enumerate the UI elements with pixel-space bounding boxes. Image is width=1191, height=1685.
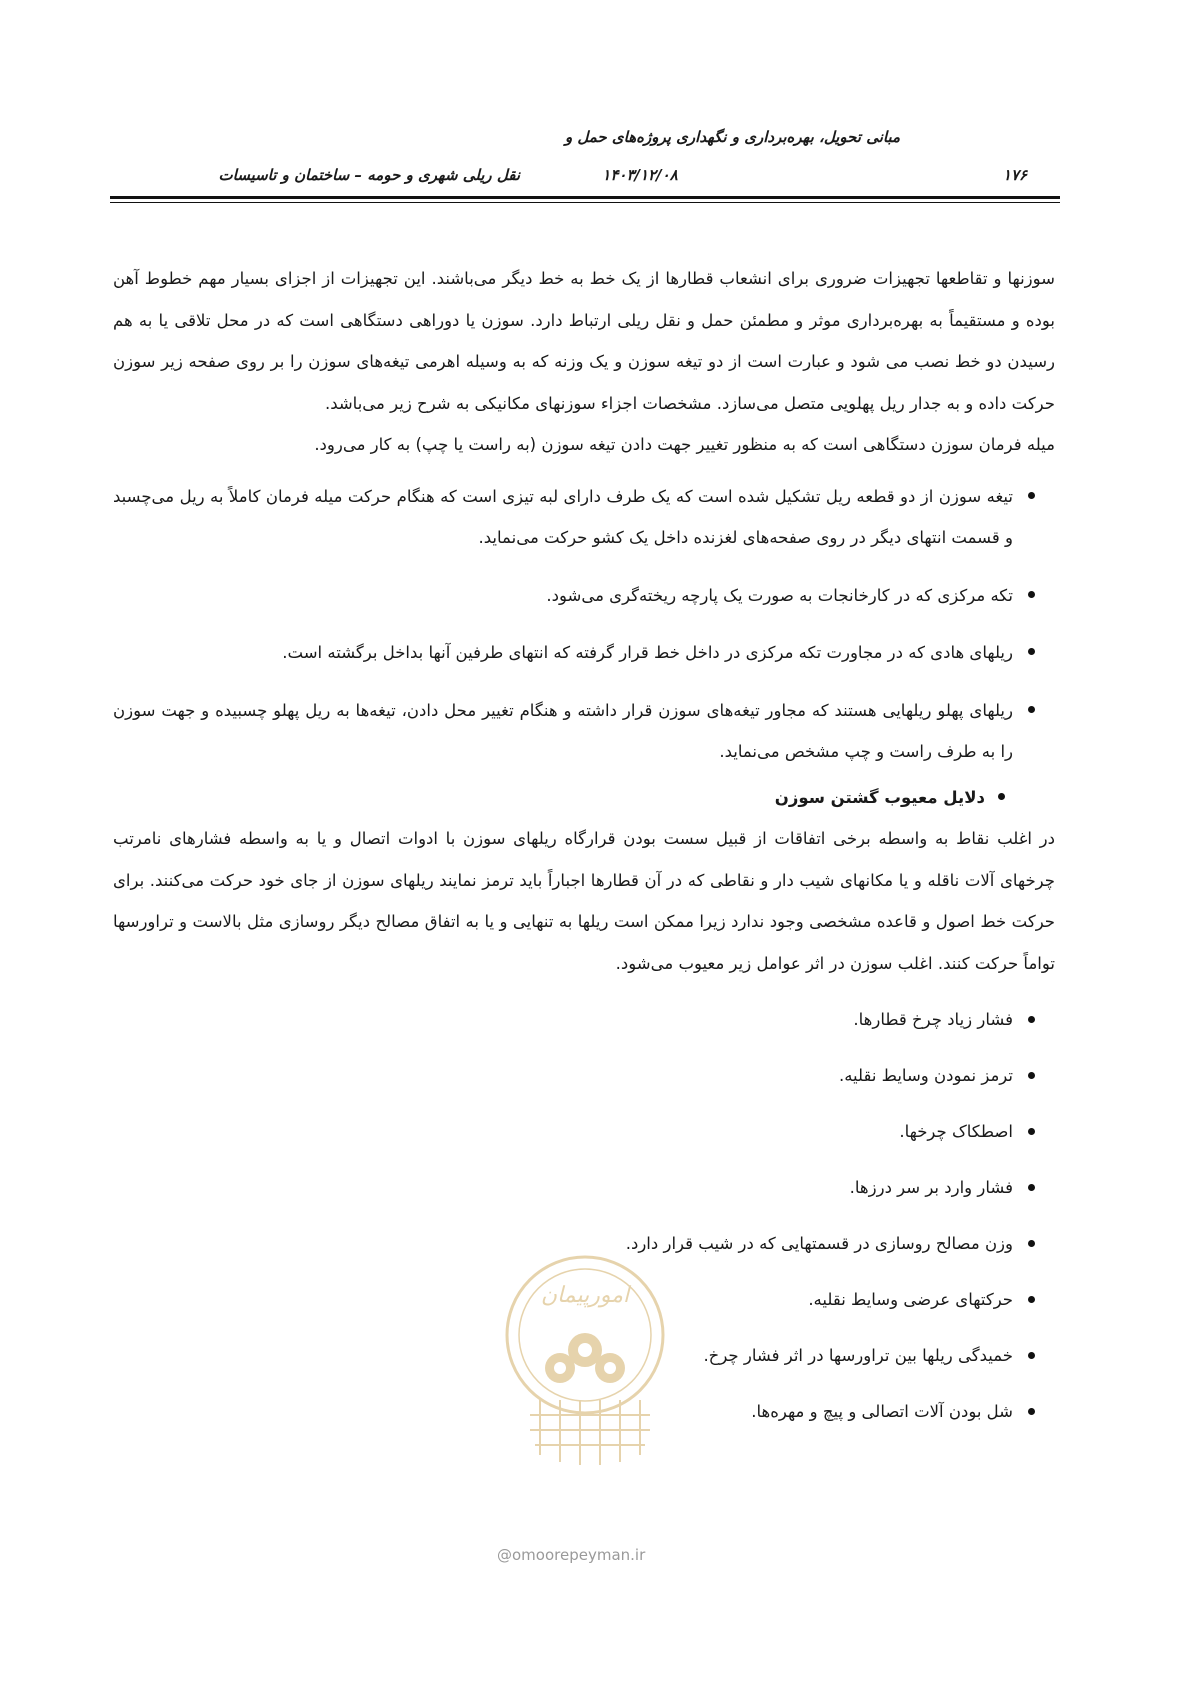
components-list (113, 476, 1055, 773)
list-item: ریلهای هادی که در مجاورت تکه مرکزی در داخل خط قرار گرفته که انتهای طرفین آنها بداخل برگشته است. (113, 632, 1055, 674)
bullet-icon (1028, 1240, 1035, 1247)
list-item: تیغه سوزن از دو قطعه ریل تشکیل شده است که یک طرف دارای لبه تیزی است که هنگام حرکت میله فرمان کاملاً به ریل می‌چسبد و قسمت انتهای دیگر در روی صفحه‌های لغزنده داخل یک کشو حرکت می‌نماید. (113, 476, 1055, 559)
bullet-icon (1028, 1072, 1035, 1079)
list-item: تکه مرکزی که در کارخانجات به صورت یک پارچه ریخته‌گری می‌شود. (113, 575, 1055, 617)
watermark-url: @omoorepeyman.ir (497, 1546, 646, 1564)
bullet-icon (1028, 1296, 1035, 1303)
section-heading: دلایل معیوب گشتن سوزن (113, 777, 1055, 819)
list-item: فشار زیاد چرخ قطارها. (113, 1000, 1055, 1040)
list-item: فشار وارد بر سر درزها. (113, 1168, 1055, 1208)
bullet-icon (1028, 492, 1035, 499)
header-title-line1: مبانی تحویل، بهره‌برداری و نگهداری پروژه‌های حمل و (564, 128, 900, 146)
list-item: ترمز نمودن وسایط نقلیه. (113, 1056, 1055, 1096)
list-item: شل بودن آلات اتصالی و پیچ و مهره‌ها. (113, 1392, 1055, 1432)
page-number: ۱۷۶ (1002, 166, 1028, 184)
bullet-icon (1028, 1016, 1035, 1023)
header-rule-thick (110, 196, 1060, 199)
intro-paragraph: سوزنها و تقاطعها تجهیزات ضروری برای انشعاب قطارها از یک خط به خط دیگر می‌باشند. این تجهیزات از اجزای بسیار مهم خطوط آهن بوده و مستقیماً به بهره‌برداری موثر و مطمئن حمل و نقل ریلی ارتباط دارد. سوزن یا دوراهی دستگاهی است که در محل تلاقی یا به هم رسیدن دو خط نصب می شود و عبارت است از دو تیغه سوزن و یک وزنه که به وسیله اهرمی تیغه‌های سوزن را بر روی صفحه زیر سوزن حرکت داده و به جدار ریل پهلویی متصل می‌سازد. مشخصات اجزاء سوزنهای مکانیکی به شرح زیر می‌باشد. (113, 269, 1055, 413)
bullet-icon (1028, 706, 1035, 713)
bullet-icon (998, 793, 1005, 800)
bullet-icon (1028, 1352, 1035, 1359)
list-item: اصطکاک چرخها. (113, 1112, 1055, 1152)
watermark-logo (500, 1250, 670, 1470)
lever-paragraph: میله فرمان سوزن دستگاهی است که به منظور تغییر جهت دادن تیغه سوزن (به راست یا چپ) به کار می‌رود. (314, 435, 1055, 454)
list-item: حرکتهای عرضی وسایط نقلیه. (113, 1280, 1055, 1320)
header-title-line2: نقل ریلی شهری و حومه – ساختمان و تاسیسات (218, 166, 520, 184)
list-item: ریلهای پهلو ریلهایی هستند که مجاور تیغه‌های سوزن قرار داشته و هنگام تغییر محل دادن، تیغه‌ها به ریل پهلو چسبیده و جهت سوزن را به طرف راست و چپ مشخص می‌نماید. (113, 690, 1055, 773)
bullet-icon (1028, 1128, 1035, 1135)
header-rule-thin (110, 202, 1060, 203)
causes-paragraph: در اغلب نقاط به واسطه برخی اتفاقات از قبیل سست بودن قرارگاه ریلهای سوزن با ادوات اتصال و یا به واسطه فشارهای نامرتب چرخهای آلات ناقله و یا مکانهای شیب دار و نقاطی که در آن قطارها اجباراً باید ترمز نمایند ریلهای سوزن از جای خود حرکت می‌کنند. برای حرکت خط اصول و قاعده مشخصی وجود ندارد زیرا ممکن است ریلها به تنهایی و یا به اتفاق مصالح دیگر روسازی مثل بالاست و تراورسها تواماً حرکت کنند. اغلب سوزن در اثر عوامل زیر معیوب می‌شود. (113, 829, 1055, 973)
bullet-icon (1028, 648, 1035, 655)
watermark-logo-text: امورپیمان (540, 1283, 630, 1308)
list-item: وزن مصالح روسازی در قسمتهایی که در شیب قرار دارد. (113, 1224, 1055, 1264)
bullet-icon (1028, 591, 1035, 598)
header-date: ۱۴۰۳/۱۲/۰۸ (602, 166, 678, 184)
bullet-icon (1028, 1184, 1035, 1191)
list-item: خمیدگی ریلها بین تراورسها در اثر فشار چرخ. (113, 1336, 1055, 1376)
bullet-icon (1028, 1408, 1035, 1415)
